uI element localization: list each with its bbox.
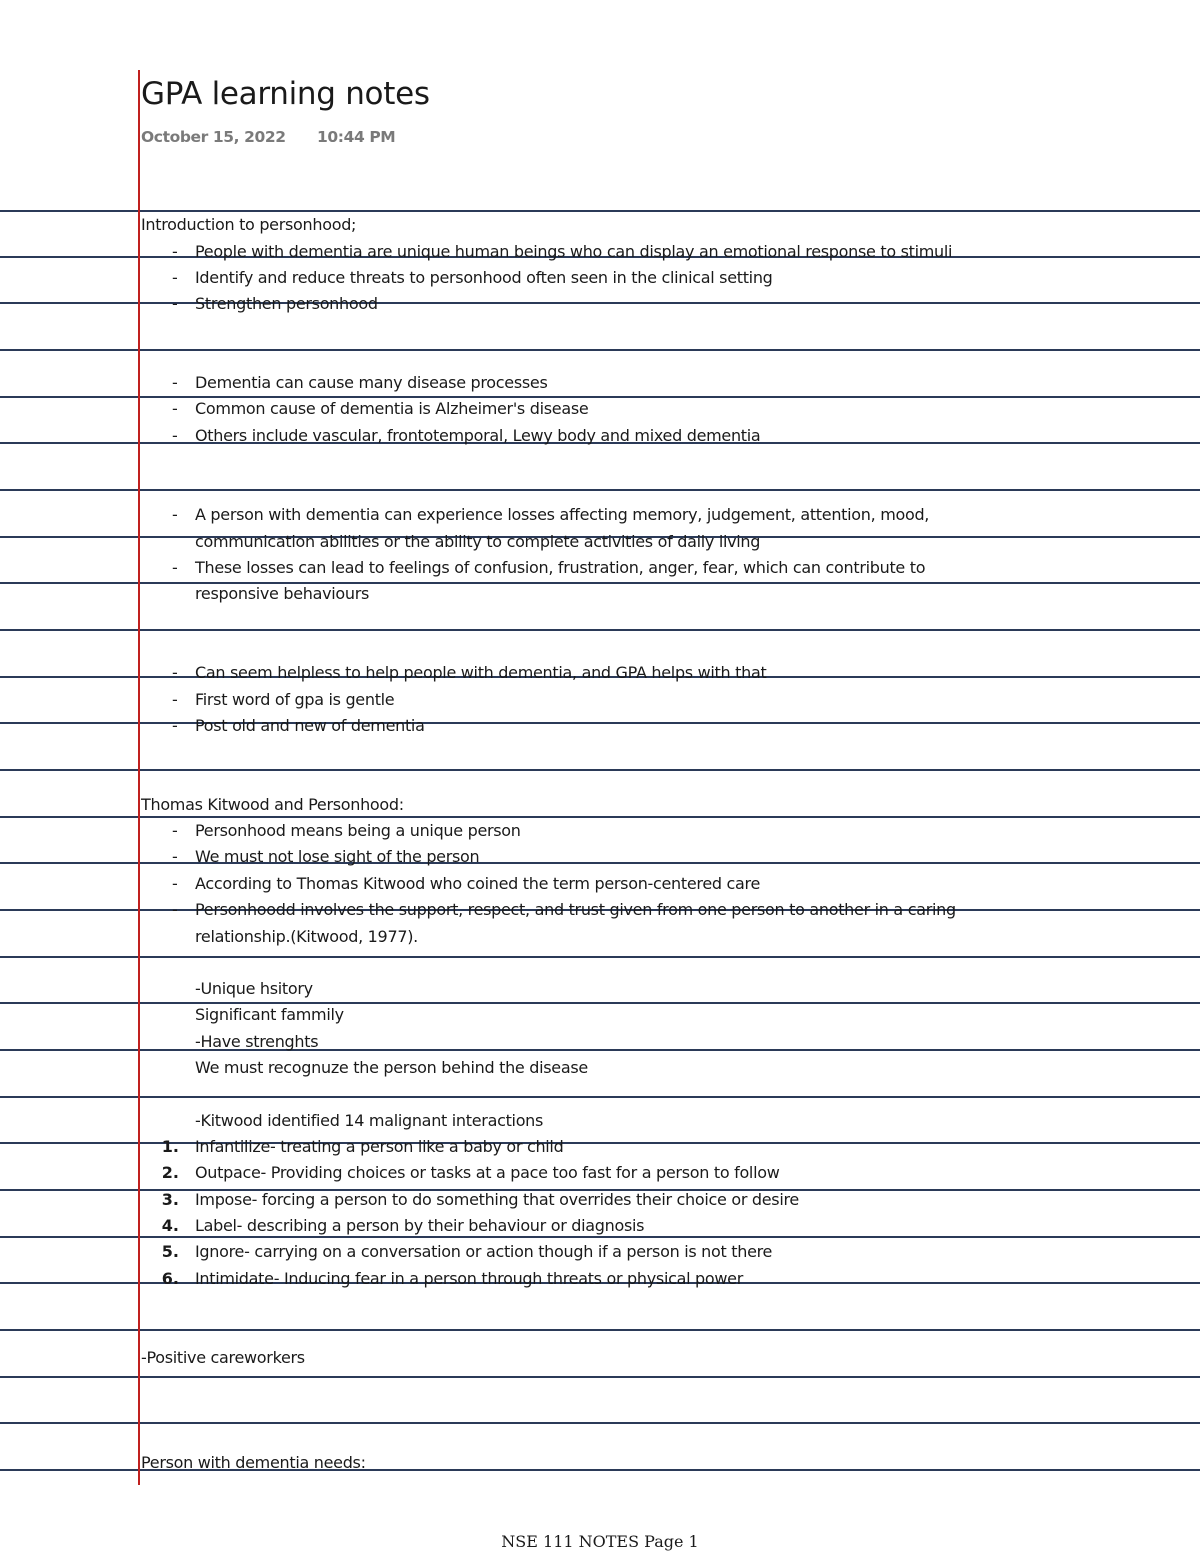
list-number: 5. [161, 1242, 179, 1261]
numbered-item: Label- describing a person by their behaviour or diagnosis [195, 1216, 645, 1235]
list-item-continuation: communication abilities or the ability to complete activities of daily living [195, 532, 761, 551]
rule-line [0, 1329, 1200, 1331]
note-line: -Positive careworkers [141, 1348, 305, 1367]
list-number: 6. [161, 1269, 179, 1288]
section-heading-introduction: Introduction to personhood; [141, 215, 357, 234]
note-line: Significant fammily [195, 1005, 344, 1024]
numbered-item: Outpace- Providing choices or tasks at a pace too fast for a person to follow [195, 1163, 780, 1182]
list-item: A person with dementia can experience losses affecting memory, judgement, attention, mood, [195, 505, 930, 524]
list-item: Others include vascular, frontotemporal, Lewy body and mixed dementia [195, 426, 761, 445]
page-footer: NSE 111 NOTES Page 1 [501, 1532, 699, 1551]
list-item: First word of gpa is gentle [195, 690, 395, 709]
bullet-dash: - [172, 690, 178, 709]
bullet-dash: - [172, 900, 178, 919]
note-line: -Have strenghts [195, 1032, 319, 1051]
list-item-continuation: relationship.(Kitwood, 1977). [195, 927, 418, 946]
rule-line [0, 1236, 1200, 1238]
rule-line [0, 816, 1200, 818]
note-time: 10:44 PM [317, 128, 396, 146]
rule-line [0, 349, 1200, 351]
list-number: 4. [161, 1216, 179, 1235]
note-line: We must recognuze the person behind the disease [195, 1058, 588, 1077]
bullet-dash: - [172, 558, 178, 577]
rule-line [0, 1096, 1200, 1098]
rule-line [0, 629, 1200, 631]
rule-line [0, 396, 1200, 398]
list-item: Dementia can cause many disease processes [195, 373, 548, 392]
list-item: Personhoodd involves the support, respect, and trust given from one person to another in a caring [195, 900, 956, 919]
rule-line [0, 1376, 1200, 1378]
bullet-dash: - [172, 821, 178, 840]
list-item-continuation: responsive behaviours [195, 584, 370, 603]
rule-line [0, 1002, 1200, 1004]
bullet-dash: - [172, 268, 178, 287]
rule-line [0, 956, 1200, 958]
rule-line [0, 769, 1200, 771]
bullet-dash: - [172, 399, 178, 418]
bullet-dash: - [172, 242, 178, 261]
list-item: Can seem helpless to help people with dementia, and GPA helps with that [195, 663, 767, 682]
numbered-item: Intimidate- Inducing fear in a person through threats or physical power [195, 1269, 743, 1288]
list-number: 2. [161, 1163, 179, 1182]
bullet-dash: - [172, 663, 178, 682]
note-line: -Kitwood identified 14 malignant interactions [195, 1111, 544, 1130]
rule-line [0, 302, 1200, 304]
list-item: These losses can lead to feelings of confusion, frustration, anger, fear, which can contribute to [195, 558, 926, 577]
list-item: Identify and reduce threats to personhood often seen in the clinical setting [195, 268, 773, 287]
list-number: 1. [161, 1137, 179, 1156]
numbered-item: Ignore- carrying on a conversation or action though if a person is not there [195, 1242, 773, 1261]
rule-line [0, 1142, 1200, 1144]
note-line: -Unique hsitory [195, 979, 313, 998]
rule-line [0, 722, 1200, 724]
bullet-dash: - [172, 505, 178, 524]
bullet-dash: - [172, 874, 178, 893]
list-item: We must not lose sight of the person [195, 847, 480, 866]
list-item: According to Thomas Kitwood who coined the term person-centered care [195, 874, 760, 893]
list-item: People with dementia are unique human beings who can display an emotional response to stimuli [195, 242, 953, 261]
rule-line [0, 489, 1200, 491]
rule-line [0, 1049, 1200, 1051]
note-date: October 15, 2022 [141, 128, 286, 146]
list-item: Common cause of dementia is Alzheimer's disease [195, 399, 589, 418]
bullet-dash: - [172, 294, 178, 313]
rule-line [0, 582, 1200, 584]
section-heading-needs: Person with dementia needs: [141, 1453, 366, 1472]
list-item: Strengthen personhood [195, 294, 378, 313]
bullet-dash: - [172, 373, 178, 392]
numbered-item: Impose- forcing a person to do something that overrides their choice or desire [195, 1190, 799, 1209]
bullet-dash: - [172, 716, 178, 735]
page-title: GPA learning notes [141, 76, 430, 112]
list-item: Personhood means being a unique person [195, 821, 521, 840]
bullet-dash: - [172, 426, 178, 445]
rule-line [0, 210, 1200, 212]
numbered-item: Infantilize- treating a person like a baby or child [195, 1137, 564, 1156]
list-item: Post old and new of dementia [195, 716, 425, 735]
section-heading-kitwood: Thomas Kitwood and Personhood: [141, 795, 404, 814]
rule-line [0, 1422, 1200, 1424]
rule-line [0, 862, 1200, 864]
list-number: 3. [161, 1190, 179, 1209]
bullet-dash: - [172, 847, 178, 866]
